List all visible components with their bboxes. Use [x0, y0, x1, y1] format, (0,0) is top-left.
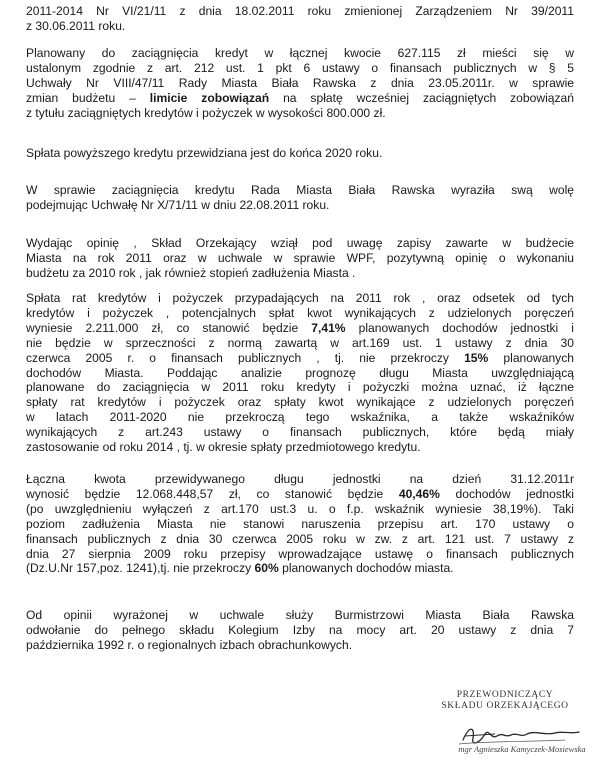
- chairman-stamp: [420, 690, 590, 712]
- paragraph-resolution-reference: [26, 4, 574, 34]
- text-line: podejmując Uchwałę Nr X/71/11 w dniu 22.08.2011 roku.: [26, 197, 330, 212]
- text-line: poziom zadłużenia Miasta nie stanowi naruszenia przepisu art. 170 ustawy o: [26, 516, 574, 531]
- text-line: czerwca 2005 r. o finansach publicznych , tj. nie przekroczy 15% planowanych: [26, 350, 574, 365]
- text-line: W sprawie zaciągnięcia kredytu Rada Miasta Biała Rawska wyraziła swą wolę: [26, 183, 574, 197]
- text-line: Od opinii wyrażonej w uchwale służy Burmistrzowi Miasta Biała Rawska: [26, 608, 574, 622]
- text-line: Miasta na rok 2011 oraz w uchwale w sprawie WPF, pozytywną opinię o wykonaniu: [26, 250, 574, 265]
- text-line: października 1992 r. o regionalnych izbach obrachunkowych.: [26, 637, 353, 652]
- text-line: wyniesie 2.211.000 zł, co stanowić będzie 7,41% planowanych dochodów jednostki i: [26, 320, 574, 335]
- text-line: w latach 2011-2020 nie przekroczą tego wskaźnika, a także wskaźników: [26, 410, 574, 425]
- paragraph-appeal: [26, 608, 574, 653]
- text-line: finansach publicznych z dnia 30 czerwca 2005 roku w zw. z art. 121 ust. 7 ustawy z: [26, 531, 574, 546]
- text-line: (Dz.U.Nr 157,poz. 1241),tj. nie przekroczy 60% planowanych dochodów miasta.: [26, 561, 454, 576]
- text-line: dnia 27 sierpnia 2009 roku przepisy wprowadzające ustawę o finansach publicznych: [26, 546, 574, 561]
- text-line: Planowany do zaciągnięcia kredyt w łącznej kwocie 627.115 zł mieści się w: [26, 46, 574, 60]
- text-line: wynikających z art.243 ustawy o finansach publicznych, które będą miały: [26, 425, 574, 440]
- paragraph-opinion-basis: [26, 236, 574, 281]
- text-line: z 30.06.2011 roku.: [26, 18, 126, 33]
- paragraph-repayment: [26, 146, 574, 161]
- paragraph-repayment-analysis: [26, 291, 574, 455]
- text-line: ustalonym zgodnie z art. 212 ust. 1 pkt 6 ustawy o finansach publicznych w § 5: [26, 60, 574, 75]
- text-line: dochodów Miasta. Poddając analizie prognozę długu Miasta uwzględniającą: [26, 365, 574, 380]
- text-line: Łączna kwota przewidywanego długu jednostki na dzień 31.12.2011r: [26, 472, 574, 486]
- signer-name: mgr Agnieszka Kamyczek-Mosiewska: [458, 744, 586, 754]
- text-line: 2011-2014 Nr VI/21/11 z dnia 18.02.2011 roku zmienionej Zarządzeniem Nr 39/2011: [26, 4, 574, 18]
- text-line: Wydając opinię , Skład Orzekający wziął pod uwagę zapisy zawarte w budżecie: [26, 236, 574, 250]
- stamp-title: PRZEWODNICZĄCY: [456, 690, 554, 700]
- text-line: zastosowanie od roku 2014 , tj. w okresie spłaty przedmiotowego kredytu.: [26, 440, 421, 455]
- text-line: budżetu za 2010 rok , jak również stopień zadłużenia Miasta .: [26, 265, 356, 280]
- text-line: odwołanie do pełnego składu Kolegium Izby na mocy art. 20 ustawy z dnia 7: [26, 622, 574, 637]
- paragraph-total-debt: [26, 472, 574, 576]
- stamp-subtitle: SKŁADU ORZEKAJĄCEGO: [441, 701, 569, 711]
- text-line: zmian budżetu – limicie zobowiązań na spłatę wcześniej zaciągniętych zobowiązań: [26, 90, 574, 105]
- text-line: z tytułu zaciągniętych kredytów i pożyczek w wysokości 800.000 zł.: [26, 105, 386, 120]
- text-line: Spłata powyższego kredytu przewidziana jest do końca 2020 roku.: [26, 146, 383, 160]
- text-line: nie będzie w sprzeczności z normą zawartą w art.169 ust. 1 ustawy z dnia 30: [26, 335, 574, 350]
- text-line: Uchwały Nr VIII/47/11 Rady Miasta Biała Rawska z dnia 23.05.2011r. w sprawie: [26, 75, 574, 90]
- text-line: (po uwzględnieniu wyłączeń z art.170 ust.3 u. o f.p. wskaźnik wyniesie 38,19%). Taki: [26, 501, 574, 516]
- text-line: kredytów i pożyczek , potencjalnych spłat kwot wynikających z udzielonych poręczeń: [26, 305, 574, 320]
- text-line: planowane do zaciągnięcia w 2011 roku kredyty i pożyczki można uznać, iż łączne: [26, 380, 574, 395]
- text-line: spłaty rat kredytów i pożyczek oraz spłaty kwot wynikające z udzielonych poręczeń: [26, 395, 574, 410]
- text-line: Spłata rat kredytów i pożyczek przypadających na 2011 rok , oraz odsetek od tych: [26, 291, 574, 305]
- text-line: wynosić będzie 12.068.448,57 zł, co stanowić będzie 40,46% dochodów jednostki: [26, 486, 574, 501]
- paragraph-council-resolution: [26, 183, 574, 213]
- paragraph-planned-credit: [26, 46, 574, 121]
